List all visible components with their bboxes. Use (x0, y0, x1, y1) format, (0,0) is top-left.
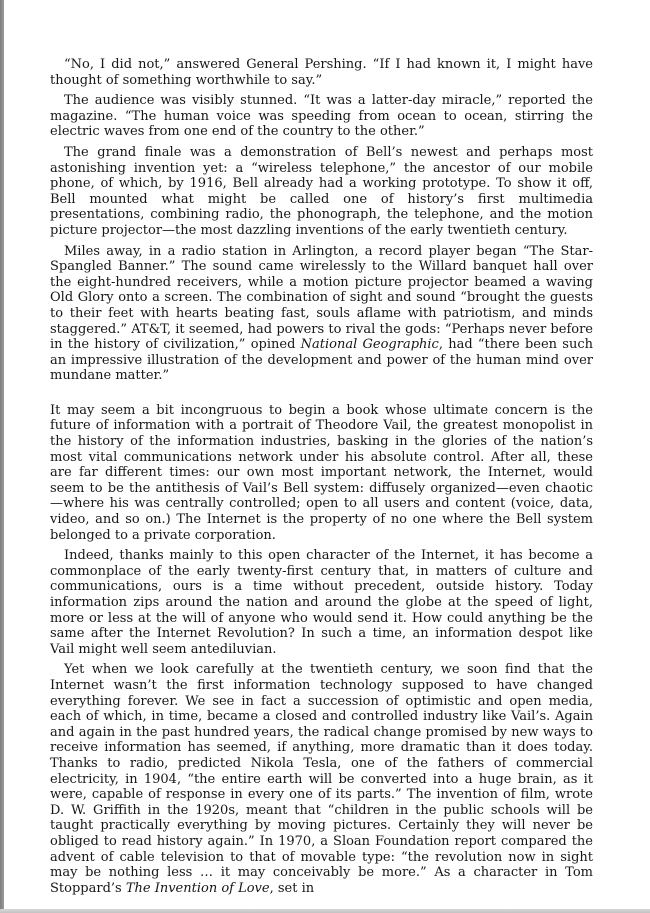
text-segment: Yet when we look carefully at the twentieth century, we soon find that the Internet wasn’t the first information technology supposed to have changed everything forever. We see in fact a succession of optimistic and open media, each of which, in time, became a closed and controlled industry like Vail’s. Again and again in the past hundred years, the radical change promised by new ways to receive information has seemed, if anything, more dramatic than it does today. Thanks to radio, predicted Nikola Tesla, one of the fathers of commercial electricity, in 1904, “the entire earth will be converted into a huge brain, as it were, capable of response in every one of its parts.” The invention of film, wrote D. W. Griffith in the 1920s, meant that “children in the public schools will be taught practically everything by moving pictures. Certainly they will never be obliged to read history again.” In 1970, a Sloan Foundation report compared the advent of cable television to that of movable type: “the revolution now in sight may be nothing less … it may conceivably be more.” As a character in Tom Stoppard’s (50, 662, 593, 896)
text-segment: “No, I did not,” answered General Pershing. “If I had known it, I might have thought of something worthwhile to say.” (50, 57, 593, 88)
paragraph (50, 403, 593, 543)
text-segment: The grand finale was a demonstration of Bell’s newest and perhaps most astonishing invention yet: a “wireless telephone,” the ancestor of our mobile phone, of which, by 1916, Bell already had a working prototype. To show it off, Bell mounted what might be called one of history’s first multimedia presentations, combining radio, the phonograph, the telephone, and the motion picture projector—the most dazzling inventions of the early twentieth century. (50, 144, 593, 238)
text-segment: , set in (269, 880, 315, 896)
italic-text-segment: National Geographic (300, 337, 439, 353)
book-page-text (50, 57, 593, 901)
page-left-edge-shadow (0, 0, 4, 913)
paragraph (50, 93, 593, 140)
text-segment: It may seem a bit incongruous to begin a book whose ultimate concern is the future of information with a portrait of Theodore Vail, the greatest monopolist in the history of the information industries, basking in the glories of the nation’s most vital communications network under his absolute control. After all, these are far different times: our own most important network, the Internet, would seem to be the antithesis of Vail’s Bell system: diffusely organized—even chaotic—where his was centrally controlled; open to all users and content (voice, data, video, and so on.) The Internet is the property of no one where the Bell system belonged to a private corporation. (50, 402, 593, 543)
section-1 (50, 57, 593, 384)
text-segment: , had “there been such an impressive illustration of the development and power of the human mind over mundane matter.” (50, 337, 593, 384)
text-segment: Miles away, in a radio station in Arlington, a record player began “The Star-Spangled Banner.” The sound came wirelessly to the Willard banquet hall over the eight-hundred receivers, while a motion picture projector beamed a waving Old Glory onto a screen. The combination of sight and sound “brought the guests to their feet with hearts beating fast, souls aflame with patriotism, and minds staggered.” AT&T, it seemed, had powers to rival the gods: “Perhaps never before in the history of civilization,” opined (50, 243, 593, 353)
text-segment: The audience was visibly stunned. “It was a latter-day miracle,” reported the magazine. “The human voice was speeding from ocean to ocean, stirring the electric waves from one end of the country to the other.” (50, 93, 593, 140)
paragraph (50, 244, 593, 384)
section-2 (50, 403, 593, 896)
page-bottom-edge-shadow (0, 909, 650, 913)
text-segment: Indeed, thanks mainly to this open character of the Internet, it has become a commonplace of the early twenty-first century that, in matters of culture and communications, ours is a time without precedent, outside history. Today information zips around the nation and around the globe at the speed of light, more or less at the will of anyone who would send it. How could anything be the same after the Internet Revolution? In such a time, an information despot like Vail might well seem antediluvian. (50, 548, 593, 657)
paragraph (50, 145, 593, 239)
paragraph (50, 57, 593, 88)
italic-text-segment: The Invention of Love (125, 880, 270, 896)
paragraph (50, 548, 593, 657)
paragraph (50, 662, 593, 896)
